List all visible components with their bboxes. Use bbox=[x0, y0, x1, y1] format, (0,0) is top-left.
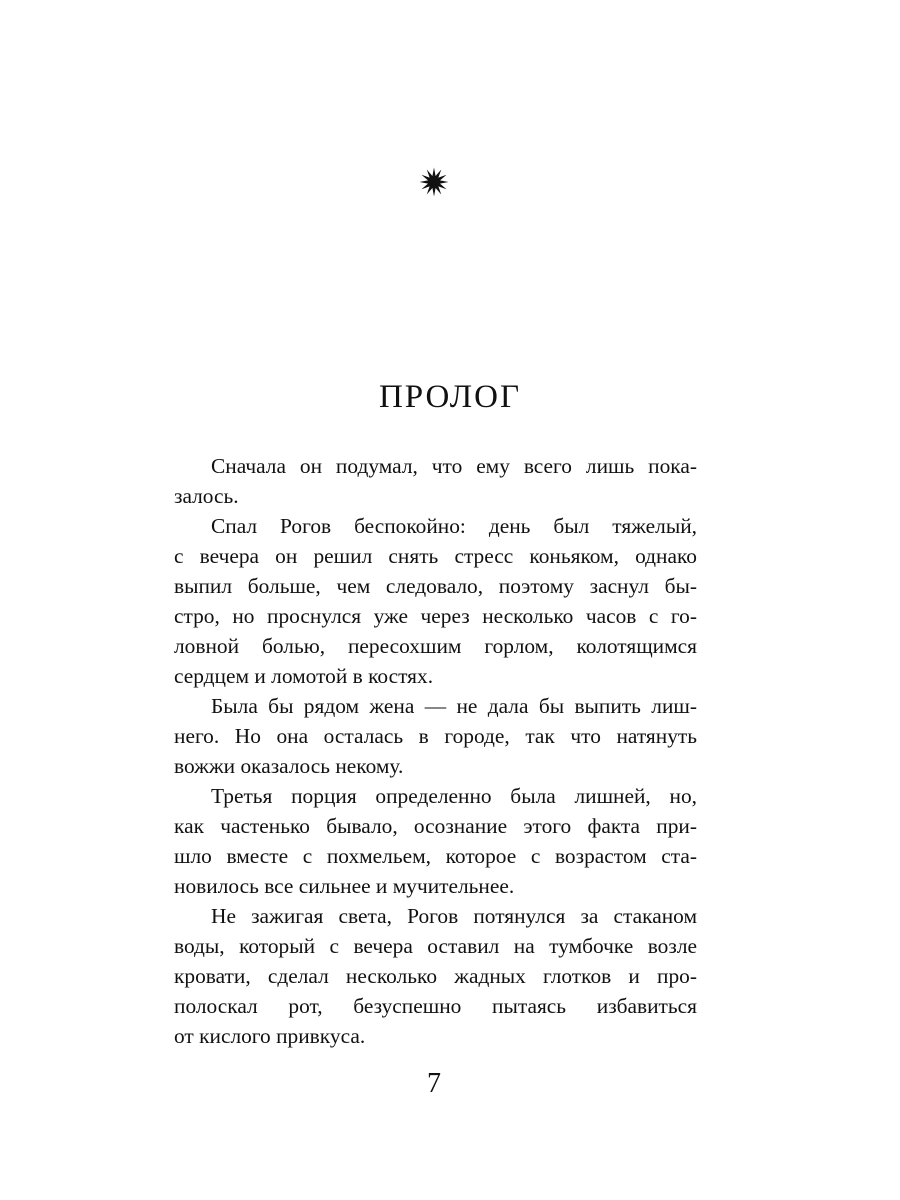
text-line: Не зажигая света, Рогов потянулся за стаканом bbox=[211, 904, 697, 928]
text-line: Была бы рядом жена — не дала бы выпить лиш- bbox=[211, 694, 697, 718]
text-line: Третья порция определенно была лишней, но, bbox=[211, 784, 697, 808]
page-number: 7 bbox=[427, 1068, 441, 1099]
text-line: шло вместе с похмельем, которое с возрастом ста- bbox=[174, 844, 697, 868]
chapter-title: ПРОЛОГ bbox=[378, 379, 522, 415]
text-line: от кислого привкуса. bbox=[174, 1024, 366, 1048]
text-line: кровати, сделал несколько жадных глотков и про- bbox=[174, 964, 697, 988]
text-line: выпил больше, чем следовало, поэтому заснул бы- bbox=[174, 574, 697, 598]
text-line: него. Но она осталась в городе, так что натянуть bbox=[174, 724, 697, 748]
body-text bbox=[174, 451, 697, 1051]
eight-point-star-icon bbox=[418, 166, 450, 198]
text-line: сердцем и ломотой в костях. bbox=[174, 664, 434, 688]
text-line: новилось все сильнее и мучительнее. bbox=[174, 874, 515, 898]
text-line: ловной болью, пересохшим горлом, колотящимся bbox=[174, 634, 697, 658]
text-line: вожжи оказалось некому. bbox=[174, 754, 404, 778]
text-line: Спал Рогов беспокойно: день был тяжелый, bbox=[211, 514, 697, 538]
text-line: стро, но проснулся уже через несколько часов с го- bbox=[174, 604, 697, 628]
text-line: полоскал рот, безуспешно пытаясь избавиться bbox=[174, 994, 697, 1018]
text-line: с вечера он решил снять стресс коньяком, однако bbox=[174, 544, 697, 568]
text-line: Сначала он подумал, что ему всего лишь пока- bbox=[211, 454, 697, 478]
text-line: воды, который с вечера оставил на тумбочке возле bbox=[174, 934, 697, 958]
text-line: как частенько бывало, осознание этого факта при- bbox=[174, 814, 697, 838]
text-line: залось. bbox=[174, 484, 239, 508]
